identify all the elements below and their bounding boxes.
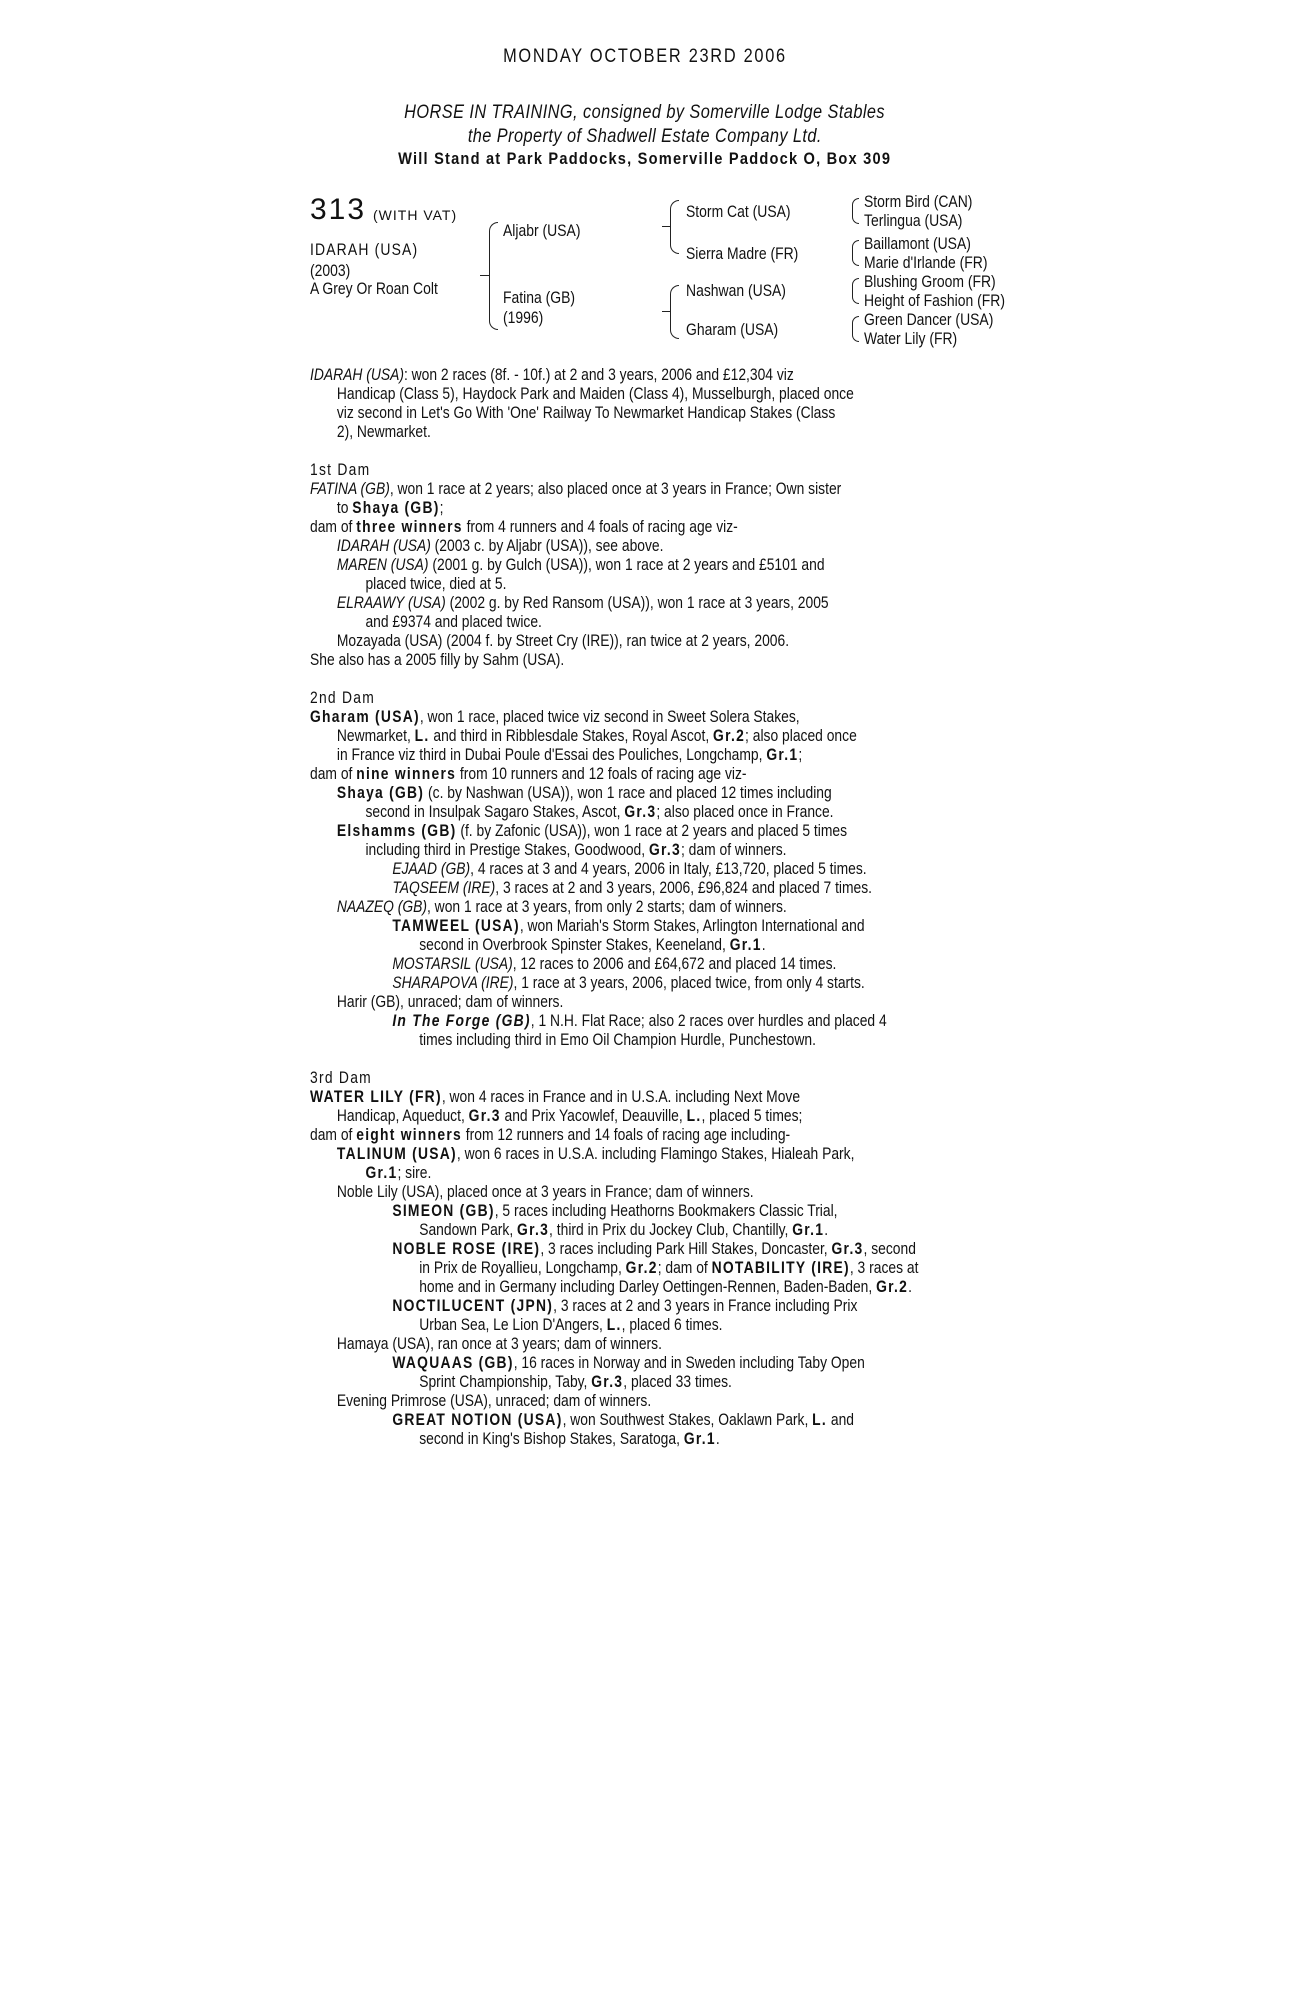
produce-line <box>310 841 999 860</box>
pedigree-sire-dam <box>686 244 823 264</box>
produce-text: . <box>824 1221 829 1239</box>
first-dam-line <box>310 518 999 537</box>
location-heading-text: Will Stand at Park Paddocks, Somerville Paddock O, Box 309 <box>398 149 892 168</box>
produce-name: Elshamms (GB) <box>336 822 457 840</box>
second-dam-name: Gharam (USA) <box>310 708 420 726</box>
pedigree-dam <box>503 288 591 308</box>
second-dam-heading: 2nd Dam <box>310 689 376 707</box>
produce-text: (2002 g. by Red Ransom (USA)), won 1 race at 3 years, 2005 <box>445 594 829 612</box>
produce-text: , third in Prix du Jockey Club, Chantilly, <box>549 1221 793 1239</box>
pedigree-dsd <box>864 291 1036 311</box>
produce-text: including third in Prestige Stakes, Goodwood, <box>365 841 649 859</box>
produce-line <box>310 784 999 803</box>
pedigree-brace-ss <box>852 198 859 224</box>
produce-text: , 5 races including Heathorns Bookmakers Classic Trial, <box>494 1202 838 1220</box>
produce-text: in Prix de Royallieu, Longchamp, <box>419 1259 626 1277</box>
pedigree-dss-text: Blushing Groom (FR) <box>864 272 996 291</box>
pedigree-brace-dam <box>670 285 679 339</box>
produce-text: , 3 races at <box>849 1259 919 1277</box>
produce-name: SHARAPOVA (IRE) <box>392 974 514 992</box>
produce-name: MOSTARSIL (USA) <box>392 955 513 973</box>
produce-text: , second <box>863 1240 916 1258</box>
pedigree-sire-text: Aljabr (USA) <box>503 221 581 240</box>
pedigree-sire-sire-text: Storm Cat (USA) <box>686 202 791 221</box>
race-record-line: viz second in Let's Go With 'One' Railway To Newmarket Handicap Stakes (Class <box>336 404 836 422</box>
produce-text: (2001 g. by Gulch (USA)), won 1 race at 2 years and £5101 and <box>428 556 825 574</box>
produce-line: Hamaya (USA), ran once at 3 years; dam of winners. <box>336 1335 662 1353</box>
consignment-heading-text: HORSE IN TRAINING, consigned by Somerville Lodge Stables <box>404 102 886 123</box>
pedigree-dds-text: Green Dancer (USA) <box>864 310 994 329</box>
winners-count: eight winners <box>356 1126 462 1144</box>
produce-name: NOBLE ROSE (IRE) <box>392 1240 541 1258</box>
produce-line <box>310 1411 999 1430</box>
produce-line <box>310 1259 999 1278</box>
second-dam-line <box>310 727 999 746</box>
catalogue-text <box>310 366 999 1449</box>
produce-text: Urban Sea, Le Lion D'Angers, <box>419 1316 607 1334</box>
horse-name-text: IDARAH (USA) <box>310 240 419 259</box>
produce-text: , 12 races to 2006 and £64,672 and placed 14 times. <box>512 955 837 973</box>
second-dam-line <box>310 746 999 765</box>
grade-label: Gr.2 <box>713 727 746 745</box>
second-dam-text: from 10 runners and 12 foals of racing age viz- <box>456 765 747 783</box>
produce-line <box>310 1012 999 1031</box>
pedigree-ddd-text: Water Lily (FR) <box>864 329 958 348</box>
pedigree-brace-main <box>489 222 498 330</box>
produce-text: second in Overbrook Spinster Stakes, Keeneland, <box>419 936 730 954</box>
first-dam-text: from 4 runners and 4 foals of racing age viz- <box>462 518 738 536</box>
race-record-line <box>310 366 999 385</box>
horse-year <box>310 261 359 281</box>
pedigree-sds-text: Baillamont (USA) <box>864 234 971 253</box>
pedigree-dam-year-text: (1996) <box>503 308 544 327</box>
pedigree-sss <box>864 192 996 212</box>
third-dam-line <box>310 1088 999 1107</box>
produce-line <box>310 1164 999 1183</box>
horse-description <box>310 279 466 299</box>
produce-text: ; also placed once in France. <box>656 803 834 821</box>
pedigree-ssd-text: Terlingua (USA) <box>864 211 963 230</box>
produce-line: She also has a 2005 filly by Sahm (USA). <box>310 651 565 669</box>
pedigree-sire-sire <box>686 202 814 222</box>
produce-line <box>310 537 999 556</box>
pedigree-sire <box>503 221 597 241</box>
third-dam-text: dam of <box>310 1126 357 1144</box>
produce-name: In The Forge (GB) <box>392 1012 531 1030</box>
produce-name: WAQUAAS (GB) <box>392 1354 514 1372</box>
produce-text: ; dam of <box>657 1259 712 1277</box>
second-dam-text: ; <box>798 746 803 764</box>
produce-line <box>310 1202 999 1221</box>
produce-line <box>310 917 999 936</box>
second-dam-line <box>310 765 999 784</box>
pedigree-brace-dd <box>852 316 859 342</box>
race-record-line: 2), Newmarket. <box>336 423 431 441</box>
second-dam-text: and third in Ribblesdale Stakes, Royal Ascot, <box>429 727 714 745</box>
produce-text: , won Mariah's Storm Stakes, Arlington International and <box>519 917 865 935</box>
consignment-heading <box>0 102 1290 124</box>
produce-line: Mozayada (USA) (2004 f. by Street Cry (IRE)), ran twice at 2 years, 2006. <box>336 632 790 650</box>
produce-text: , 3 races at 2 and 3 years, 2006, £96,824 and placed 7 times. <box>495 879 873 897</box>
pedigree-brace-sd <box>852 240 859 266</box>
sale-date <box>0 46 1290 68</box>
produce-line <box>310 803 999 822</box>
property-heading <box>0 126 1290 148</box>
produce-text: and <box>827 1411 855 1429</box>
pedigree-brace-ds <box>852 278 859 304</box>
produce-text: , placed 33 times. <box>623 1373 732 1391</box>
pedigree-sdd-text: Marie d'Irlande (FR) <box>864 253 988 272</box>
grade-label: Gr.3 <box>648 841 681 859</box>
first-dam-sister: Shaya (GB) <box>352 499 440 517</box>
second-dam-text: dam of <box>310 765 357 783</box>
produce-text: ; sire. <box>397 1164 432 1182</box>
produce-line <box>310 1221 999 1240</box>
produce-text: home and in Germany including Darley Oettingen-Rennen, Baden-Baden, <box>419 1278 877 1296</box>
winners-count: three winners <box>356 518 463 536</box>
first-dam-name: FATINA (GB) <box>310 480 390 498</box>
pedigree-dam-dam <box>686 320 798 340</box>
produce-name: MAREN (USA) <box>336 556 429 574</box>
pedigree-dam-text: Fatina (GB) <box>503 288 576 307</box>
produce-line: placed twice, died at 5. <box>365 575 507 593</box>
grade-label: L. <box>686 1107 702 1125</box>
catalogue-body <box>310 366 1010 1449</box>
produce-name: NAAZEQ (GB) <box>336 898 427 916</box>
grade-label: L. <box>812 1411 828 1429</box>
pedigree-dam-dam-text: Gharam (USA) <box>686 320 779 339</box>
pedigree-sds <box>864 234 994 254</box>
produce-name: NOCTILUCENT (JPN) <box>392 1297 554 1315</box>
grade-label: Gr.1 <box>683 1430 716 1448</box>
produce-name: NOTABILITY (IRE) <box>711 1259 850 1277</box>
pedigree-dss <box>864 272 1025 292</box>
grade-label: Gr.3 <box>517 1221 550 1239</box>
produce-text: , 4 races at 3 and 4 years, 2006 in Italy, £13,720, placed 5 times. <box>470 860 867 878</box>
produce-line: Evening Primrose (USA), unraced; dam of winners. <box>336 1392 652 1410</box>
pedigree-sdd <box>864 253 1015 273</box>
produce-text: , placed 6 times. <box>621 1316 723 1334</box>
produce-line: and £9374 and placed twice. <box>365 613 542 631</box>
grade-label: Gr.3 <box>831 1240 864 1258</box>
produce-text: Sandown Park, <box>419 1221 518 1239</box>
produce-name: IDARAH (USA) <box>336 537 431 555</box>
produce-line <box>310 1354 999 1373</box>
pedigree-brace-main-tip <box>480 275 489 276</box>
produce-line <box>310 1430 999 1449</box>
grade-label: Gr.1 <box>729 936 762 954</box>
third-dam-line <box>310 1107 999 1126</box>
produce-name: TAMWEEL (USA) <box>392 917 520 935</box>
produce-name: TAQSEEM (IRE) <box>392 879 496 897</box>
grade-label: Gr.1 <box>766 746 799 764</box>
produce-text: , 3 races at 2 and 3 years in France including Prix <box>553 1297 858 1315</box>
produce-name: TALINUM (USA) <box>336 1145 457 1163</box>
produce-line <box>310 974 999 993</box>
produce-text: second in King's Bishop Stakes, Saratoga, <box>419 1430 684 1448</box>
pedigree-sss-text: Storm Bird (CAN) <box>864 192 973 211</box>
winners-count: nine winners <box>356 765 457 783</box>
produce-line <box>310 879 999 898</box>
produce-name: GREAT NOTION (USA) <box>392 1411 563 1429</box>
produce-line <box>310 955 999 974</box>
third-dam-name: WATER LILY (FR) <box>310 1088 442 1106</box>
produce-line <box>310 1316 999 1335</box>
horse-description-text: A Grey Or Roan Colt <box>310 279 438 298</box>
produce-name: Shaya (GB) <box>336 784 425 802</box>
produce-text: , 3 races including Park Hill Stakes, Doncaster, <box>540 1240 832 1258</box>
produce-text: second in Insulpak Sagaro Stakes, Ascot, <box>365 803 625 821</box>
produce-line <box>310 936 999 955</box>
produce-line <box>310 1240 999 1259</box>
produce-text: , won 1 race at 3 years, from only 2 starts; dam of winners. <box>426 898 787 916</box>
produce-line <box>310 822 999 841</box>
pedigree-ssd <box>864 211 984 231</box>
produce-text: (2003 c. by Aljabr (USA)), see above. <box>430 537 664 555</box>
location-heading <box>0 149 1290 169</box>
grade-label: Gr.3 <box>624 803 657 821</box>
pedigree-dam-year <box>503 308 552 328</box>
grade-label: Gr.3 <box>591 1373 624 1391</box>
grade-label: Gr.2 <box>625 1259 658 1277</box>
third-dam-text: and Prix Yacowlef, Deauville, <box>500 1107 687 1125</box>
produce-line <box>310 1297 999 1316</box>
produce-text: , 16 races in Norway and in Sweden including Taby Open <box>513 1354 865 1372</box>
first-dam-text: to <box>336 499 353 517</box>
race-record-text: : won 2 races (8f. - 10f.) at 2 and 3 years, 2006 and £12,304 viz <box>403 366 794 384</box>
pedigree-dds <box>864 310 1022 330</box>
second-dam-line <box>310 708 999 727</box>
pedigree-brace-sire-tip <box>662 226 670 227</box>
produce-line <box>310 860 999 879</box>
produce-line <box>310 556 999 575</box>
grade-label: L. <box>414 727 430 745</box>
third-dam-text: Handicap, Aqueduct, <box>336 1107 469 1125</box>
produce-name: SIMEON (GB) <box>392 1202 495 1220</box>
vat-note: (WITH VAT) <box>373 207 458 223</box>
pedigree-brace-sire <box>670 200 679 254</box>
produce-text: , 1 race at 3 years, 2006, placed twice, from only 4 starts. <box>513 974 865 992</box>
pedigree-dam-sire-text: Nashwan (USA) <box>686 281 786 300</box>
sale-date-text: MONDAY OCTOBER 23RD 2006 <box>503 46 787 67</box>
grade-label: Gr.1 <box>365 1164 398 1182</box>
pedigree-dsd-text: Height of Fashion (FR) <box>864 291 1006 310</box>
horse-name <box>310 240 442 260</box>
produce-name: ELRAAWY (USA) <box>336 594 446 612</box>
produce-name: EJAAD (GB) <box>392 860 471 878</box>
produce-line <box>310 1278 999 1297</box>
third-dam-heading: 3rd Dam <box>310 1069 372 1087</box>
third-dam-text: from 12 runners and 14 foals of racing age including- <box>461 1126 791 1144</box>
produce-text: , won 6 races in U.S.A. including Flamingo Stakes, Hialeah Park, <box>456 1145 855 1163</box>
produce-line: Noble Lily (USA), placed once at 3 years in France; dam of winners. <box>336 1183 754 1201</box>
produce-text: , won Southwest Stakes, Oaklawn Park, <box>562 1411 813 1429</box>
pedigree-sire-dam-text: Sierra Madre (FR) <box>686 244 799 263</box>
grade-label: Gr.3 <box>468 1107 501 1125</box>
produce-text: Sprint Championship, Taby, <box>419 1373 592 1391</box>
produce-text: , 1 N.H. Flat Race; also 2 races over hurdles and placed 4 <box>530 1012 887 1030</box>
produce-line <box>310 594 999 613</box>
produce-line <box>310 898 999 917</box>
second-dam-text: Newmarket, <box>336 727 415 745</box>
second-dam-text: , won 1 race, placed twice viz second in Sweet Solera Stakes, <box>419 708 800 726</box>
third-dam-line <box>310 1126 999 1145</box>
grade-label: Gr.2 <box>876 1278 909 1296</box>
produce-line <box>310 1145 999 1164</box>
horse-year-text: (2003) <box>310 261 351 280</box>
produce-text: . <box>761 936 766 954</box>
first-dam-text: ; <box>439 499 444 517</box>
produce-text: . <box>715 1430 720 1448</box>
produce-text: (c. by Nashwan (USA)), won 1 race and placed 12 times including <box>424 784 832 802</box>
produce-text: ; dam of winners. <box>680 841 787 859</box>
horse-name-italic: IDARAH (USA) <box>310 366 404 384</box>
pedigree-dam-sire <box>686 281 808 301</box>
pedigree-ddd <box>864 329 978 349</box>
third-dam-text: , placed 5 times; <box>701 1107 803 1125</box>
lot-number: 313 <box>310 193 367 226</box>
produce-line: times including third in Emo Oil Champion Hurdle, Punchestown. <box>419 1031 816 1049</box>
produce-text: . <box>908 1278 912 1296</box>
first-dam-text: dam of <box>310 518 357 536</box>
property-heading-text: the Property of Shadwell Estate Company Ltd. <box>467 126 823 147</box>
first-dam-text: , won 1 race at 2 years; also placed once at 3 years in France; Own sister <box>389 480 842 498</box>
produce-line: Harir (GB), unraced; dam of winners. <box>336 993 564 1011</box>
third-dam-text: , won 4 races in France and in U.S.A. including Next Move <box>441 1088 801 1106</box>
produce-line <box>310 1373 999 1392</box>
grade-label: L. <box>606 1316 622 1334</box>
first-dam-line <box>310 499 999 518</box>
race-record-line: Handicap (Class 5), Haydock Park and Maiden (Class 4), Musselburgh, placed once <box>336 385 854 403</box>
pedigree-brace-dam-tip <box>662 311 670 312</box>
second-dam-text: ; also placed once <box>745 727 857 745</box>
first-dam-line <box>310 480 999 499</box>
second-dam-text: in France viz third in Dubai Poule d'Essai des Pouliches, Longchamp, <box>336 746 767 764</box>
grade-label: Gr.1 <box>792 1221 825 1239</box>
produce-text: (f. by Zafonic (USA)), won 1 race at 2 years and placed 5 times <box>456 822 848 840</box>
first-dam-heading: 1st Dam <box>310 461 371 479</box>
